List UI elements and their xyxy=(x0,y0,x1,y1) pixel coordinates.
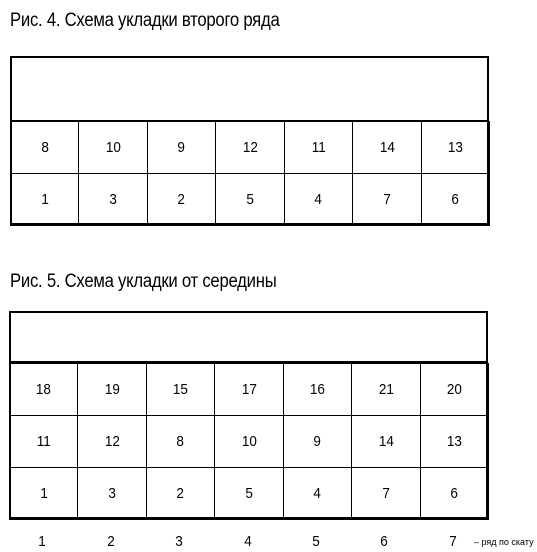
figure5-cell-number: 21 xyxy=(378,381,394,398)
slope-row-number: 3 xyxy=(175,533,183,550)
figure5-cell-number: 2 xyxy=(176,485,185,502)
figure4-cell-number: 3 xyxy=(109,191,117,208)
figure5-cell-number: 12 xyxy=(104,433,120,450)
figure5-cell-number: 8 xyxy=(176,433,185,450)
figure5-cell-number: 20 xyxy=(446,381,462,398)
figure4-cell-number: 14 xyxy=(379,139,395,156)
figure5-outline xyxy=(9,311,488,519)
figure4-cell-number: 6 xyxy=(451,191,460,208)
figure5-cell-number: 4 xyxy=(313,485,322,502)
slope-row-number: 6 xyxy=(380,533,389,550)
figure4-cell-number: 8 xyxy=(40,139,49,156)
figure4-cell-number: 13 xyxy=(447,139,463,156)
figure4-outline xyxy=(10,56,489,225)
slope-row-number: 2 xyxy=(106,533,115,550)
slope-row-number: 7 xyxy=(449,533,457,550)
figure5-cell-number: 7 xyxy=(382,485,390,502)
figure4-cell-number: 11 xyxy=(311,139,326,156)
figure5-cell-number: 9 xyxy=(313,433,322,450)
figure-4-diagram xyxy=(10,56,489,225)
figure5-cell-number: 10 xyxy=(241,433,257,450)
figure4-cell-number: 10 xyxy=(105,139,121,156)
figure5-cell-number: 1 xyxy=(39,485,48,502)
figure4-cell-number: 5 xyxy=(246,191,254,208)
figure5-cell-number: 15 xyxy=(173,381,189,398)
figure4-cell-number: 9 xyxy=(177,139,186,156)
figure5-cell-number: 6 xyxy=(450,485,459,502)
figure-5-diagram xyxy=(9,311,488,519)
figure5-cell-number: 11 xyxy=(36,433,51,450)
figure4-cell-number: 1 xyxy=(40,191,49,208)
figure-4-caption: Рис. 4. Схема укладки второго ряда xyxy=(10,10,280,31)
figure4-cell-number: 2 xyxy=(177,191,186,208)
figure5-cell-number: 19 xyxy=(104,381,120,398)
figure5-cell-number: 18 xyxy=(36,381,52,398)
figure5-cell-number: 5 xyxy=(245,485,253,502)
slope-row-number: 4 xyxy=(243,533,252,550)
figure5-cell-number: 3 xyxy=(108,485,116,502)
figure4-cell-number: 4 xyxy=(314,191,323,208)
slope-row-number: 1 xyxy=(38,533,46,550)
figure5-cell-number: 14 xyxy=(378,433,394,450)
figure4-cell-number: 7 xyxy=(383,191,391,208)
figure4-cell-number: 12 xyxy=(242,139,258,156)
figure5-cell-number: 16 xyxy=(309,381,325,398)
figure-5-caption: Рис. 5. Схема укладки от середины xyxy=(10,271,277,292)
figure5-cell-number: 17 xyxy=(241,381,257,398)
slope-row-number: 5 xyxy=(312,533,320,550)
figure5-cell-number: 13 xyxy=(446,433,462,450)
slope-row-note: – ряд по скату xyxy=(474,537,534,547)
